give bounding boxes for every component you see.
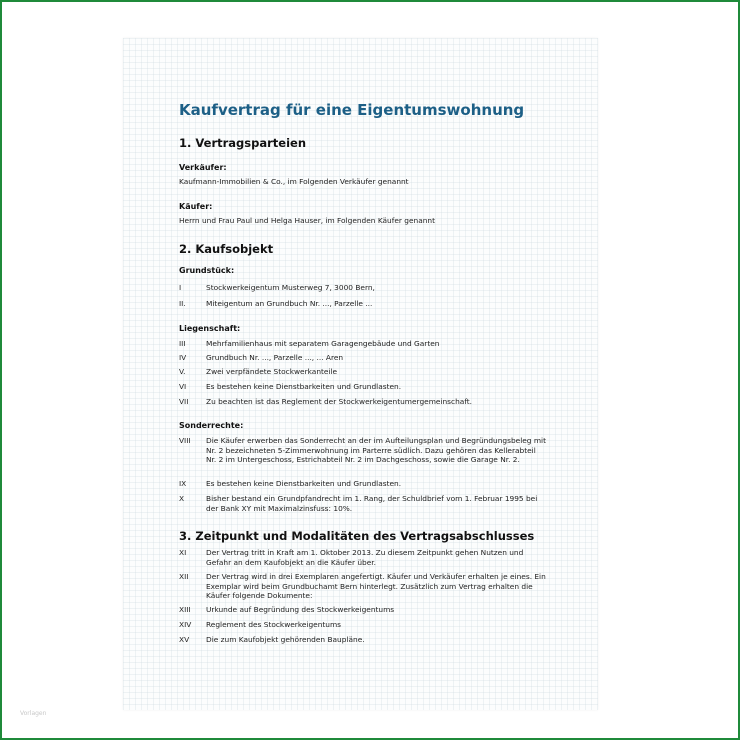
item-number: VIII [179,436,191,445]
label-sonderrechte: Sonderrechte: [179,421,244,430]
section-heading-zeitpunkt: 3. Zeitpunkt und Modalitäten des Vertragsabschlusses [179,529,535,543]
text-kaeufer: Herrn und Frau Paul und Helga Hauser, im Folgenden Käufer genannt [179,216,435,225]
item-number: IV [179,353,187,362]
item-text: Der Vertrag wird in drei Exemplaren angefertigt. Käufer und Verkäufer erhalten je eines. Ein Exemplar wird beim Grundbuchamt Bern hinterlegt. Zusätzlich zum Vertrag erhalten die Käufer folgende Dokumente: [206,572,546,600]
label-grundstueck: Grundstück: [179,266,235,275]
item-number: XII [179,572,189,581]
item-number: X [179,494,185,503]
item-text: Es bestehen keine Dienstbarkeiten und Grundlasten. [206,479,402,488]
item-text: Zwei verpfändete Stockwerkanteile [206,367,338,376]
item-number: IX [179,479,187,488]
label-liegenschaft: Liegenschaft: [179,324,241,333]
section-heading-vertragsparteien: 1. Vertragsparteien [179,136,307,150]
item-number: VI [179,382,187,391]
item-text: Urkunde auf Begründung des Stockwerkeigentums [206,605,395,614]
watermark-text: Vorlagen [20,710,47,717]
item-number: VII [179,397,189,406]
item-text: Der Vertrag tritt in Kraft am 1. Oktober 2013. Zu diesem Zeitpunkt gehen Nutzen und Gefahr an dem Kaufobjekt an die Käufer über. [206,548,524,567]
item-number: III [179,339,186,348]
item-text: Zu beachten ist das Reglement der Stockwerkeigentumergemeinschaft. [206,397,473,406]
document-title: Kaufvertrag für eine Eigentumswohnung [179,101,525,119]
text-verkaeufer: Kaufmann-Immobilien & Co., im Folgenden Verkäufer genannt [179,177,409,186]
label-verkaeufer: Verkäufer: [179,163,227,172]
item-number: XI [179,548,187,557]
label-kaeufer: Käufer: [179,202,213,211]
item-number: XV [179,635,190,644]
item-number: I [179,283,182,292]
item-number: II. [179,299,186,308]
item-number: V. [179,367,186,376]
item-text: Grundbuch Nr. ..., Parzelle ..., ... Aren [206,353,344,362]
item-text: Reglement des Stockwerkeigentums [206,620,342,629]
item-text: Die Käufer erwerben das Sonderrecht an der im Aufteilungsplan und Begründungsbeleg mit Nr. 2 bezeichneten 5-Zimmerwohnung im Parterre südlich. Dazu gehören das Kellerabteil Nr. 2 im Untergeschoss, Estrichabteil Nr. 2 im Dachgeschoss, sowie die Garage Nr. 2. [206,436,547,464]
item-number: XIV [179,620,192,629]
item-text: Mehrfamilienhaus mit separatem Garagengebäude und Garten [206,339,440,348]
item-text: Stockwerkeigentum Musterweg 7, 3000 Bern, [206,283,375,292]
section-heading-kaufsobjekt: 2. Kaufsobjekt [179,242,274,256]
item-number: XIII [179,605,191,614]
item-text: Miteigentum an Grundbuch Nr. ..., Parzelle ... [206,299,373,308]
item-text: Es bestehen keine Dienstbarkeiten und Grundlasten. [206,382,402,391]
item-text: Die zum Kaufobjekt gehörenden Baupläne. [206,635,365,644]
item-text: Bisher bestand ein Grundpfandrecht im 1. Rang, der Schuldbrief vom 1. Februar 1995 bei der Bank XY mit Maximalzinsfuss: 10%. [206,494,538,513]
